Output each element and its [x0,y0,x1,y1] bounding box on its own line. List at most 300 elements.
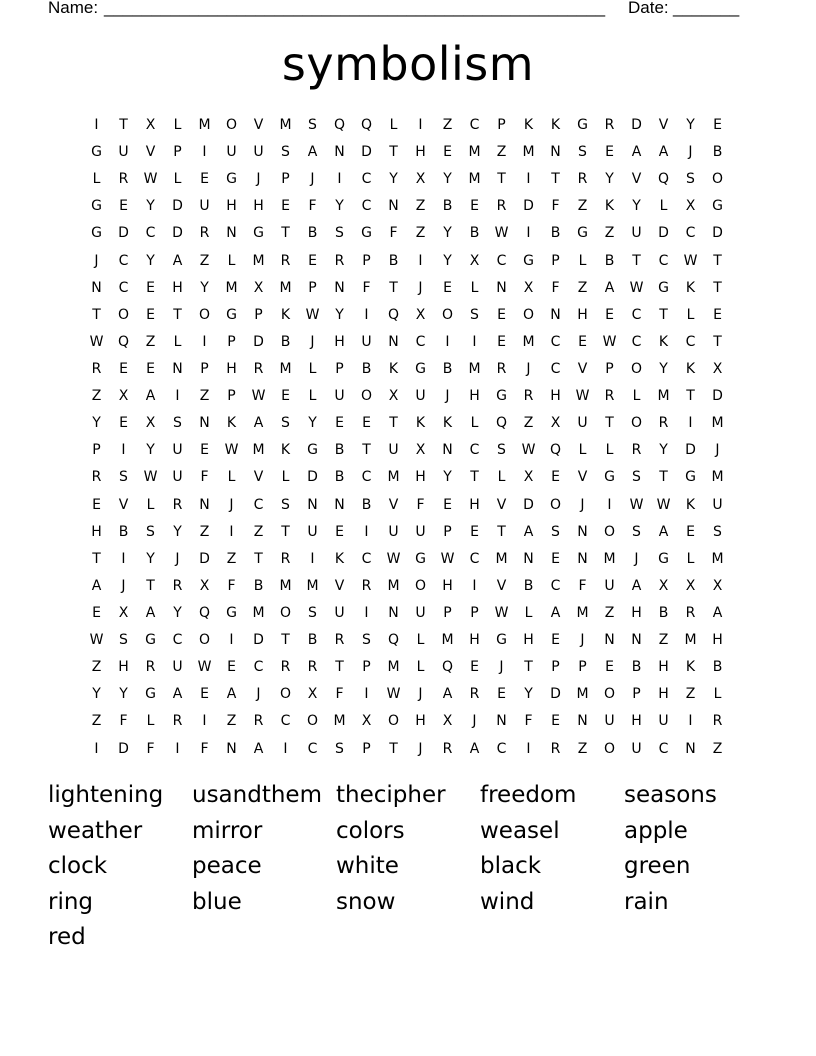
grid-letter[interactable]: B [712,144,723,161]
grid-letter[interactable]: Z [415,198,426,215]
grid-letter[interactable]: L [578,252,587,269]
grid-letter[interactable]: M [522,144,535,161]
grid-letter[interactable]: R [253,713,264,730]
grid-letter[interactable]: Y [524,686,533,703]
grid-letter[interactable]: R [361,577,372,594]
grid-letter[interactable]: N [388,604,399,621]
grid-letter[interactable]: C [415,333,426,350]
grid-letter[interactable]: E [119,198,128,215]
grid-letter[interactable]: K [550,117,561,133]
grid-letter[interactable]: Y [92,686,101,703]
grid-letter[interactable]: N [550,306,561,323]
grid-letter[interactable]: E [497,333,506,350]
grid-letter[interactable]: I [202,333,207,350]
grid-letter[interactable]: B [253,577,264,594]
grid-letter[interactable]: L [470,279,479,296]
grid-letter[interactable]: N [550,144,561,161]
grid-letter[interactable]: H [577,306,588,323]
grid-letter[interactable]: A [658,144,669,161]
grid-letter[interactable]: G [145,632,156,649]
grid-letter[interactable]: X [685,198,696,215]
grid-letter[interactable]: G [91,144,102,161]
grid-letter[interactable]: A [253,740,264,757]
grid-letter[interactable]: G [226,604,237,621]
grid-letter[interactable]: T [713,252,722,269]
grid-letter[interactable]: B [442,360,453,377]
grid-letter[interactable]: O [279,604,292,621]
grid-letter[interactable]: P [443,604,452,621]
grid-letter[interactable]: P [308,279,317,296]
grid-letter[interactable]: E [146,306,155,323]
grid-letter[interactable]: H [415,713,426,730]
grid-letter[interactable]: L [497,469,506,486]
grid-letter[interactable]: S [713,523,722,540]
grid-letter[interactable]: E [497,306,506,323]
grid-letter[interactable]: M [495,550,508,567]
grid-letter[interactable]: B [469,225,480,242]
grid-letter[interactable]: D [307,469,318,486]
grid-letter[interactable]: X [523,469,534,486]
grid-letter[interactable]: P [551,252,560,269]
grid-letter[interactable]: T [659,306,668,323]
grid-letter[interactable]: E [497,686,506,703]
grid-letter[interactable]: X [523,279,534,296]
grid-letter[interactable]: T [389,740,398,757]
grid-letter[interactable]: Y [119,686,128,703]
grid-letter[interactable]: T [281,632,290,649]
grid-letter[interactable]: Z [604,225,615,242]
grid-letter[interactable]: B [523,577,534,594]
grid-letter[interactable]: H [442,577,453,594]
grid-letter[interactable]: E [92,604,101,621]
grid-letter[interactable]: B [631,659,642,676]
grid-letter[interactable]: W [224,442,239,459]
grid-letter[interactable]: H [631,604,642,621]
grid-letter[interactable]: R [523,388,534,405]
grid-letter[interactable]: V [145,144,156,161]
grid-letter[interactable]: H [118,659,129,676]
grid-letter[interactable]: Z [253,523,264,540]
grid-letter[interactable]: E [119,415,128,432]
grid-letter[interactable]: M [198,117,211,133]
grid-letter[interactable]: D [118,225,129,242]
grid-letter[interactable]: Y [173,604,182,621]
grid-letter[interactable]: G [712,198,723,215]
grid-letter[interactable]: S [281,496,290,513]
grid-letter[interactable]: C [361,171,372,188]
grid-letter[interactable]: G [91,198,102,215]
grid-letter[interactable]: W [143,469,158,486]
grid-letter[interactable]: J [580,632,585,649]
grid-letter[interactable]: U [631,740,642,757]
grid-letter[interactable]: V [118,496,129,513]
grid-letter[interactable]: Q [333,117,346,133]
grid-letter[interactable]: Y [443,252,452,269]
grid-letter[interactable]: L [227,469,236,486]
grid-letter[interactable]: V [658,117,669,133]
grid-letter[interactable]: I [688,713,693,730]
grid-letter[interactable]: I [526,171,531,188]
grid-letter[interactable]: A [145,604,156,621]
grid-letter[interactable]: T [632,252,641,269]
grid-letter[interactable]: N [577,713,588,730]
grid-letter[interactable]: B [307,225,318,242]
grid-letter[interactable]: M [468,360,481,377]
grid-letter[interactable]: C [685,333,696,350]
grid-letter[interactable]: J [526,360,531,377]
grid-letter[interactable]: G [415,550,426,567]
grid-letter[interactable]: X [550,415,561,432]
grid-letter[interactable]: C [496,252,507,269]
grid-letter[interactable]: R [658,415,669,432]
grid-letter[interactable]: N [334,279,345,296]
grid-letter[interactable]: S [578,144,587,161]
grid-letter[interactable]: Z [91,659,102,676]
grid-letter[interactable]: H [226,198,237,215]
grid-letter[interactable]: D [712,388,723,405]
grid-letter[interactable]: N [388,198,399,215]
grid-letter[interactable]: C [550,333,561,350]
grid-letter[interactable]: P [362,659,371,676]
grid-letter[interactable]: E [551,713,560,730]
grid-letter[interactable]: W [197,659,212,676]
grid-letter[interactable]: S [497,442,506,459]
grid-letter[interactable]: U [712,496,723,513]
grid-letter[interactable]: S [146,523,155,540]
grid-letter[interactable]: K [685,659,696,676]
grid-letter[interactable]: Z [604,604,615,621]
grid-letter[interactable]: Z [685,686,696,703]
grid-letter[interactable]: F [200,469,209,486]
grid-letter[interactable]: E [335,523,344,540]
grid-letter[interactable]: G [91,225,102,242]
grid-letter[interactable]: C [118,252,129,269]
grid-letter[interactable]: M [225,279,238,296]
grid-letter[interactable]: F [308,198,317,215]
grid-letter[interactable]: U [307,523,318,540]
grid-letter[interactable]: V [631,171,642,188]
grid-letter[interactable]: L [173,333,182,350]
grid-letter[interactable]: R [199,225,210,242]
grid-letter[interactable]: C [361,469,372,486]
grid-letter[interactable]: F [416,496,425,513]
grid-letter[interactable]: G [361,225,372,242]
grid-letter[interactable]: Y [200,279,209,296]
grid-letter[interactable]: J [445,388,450,405]
date-field-line[interactable]: _______ [673,0,740,17]
grid-letter[interactable]: V [253,469,264,486]
grid-letter[interactable]: E [200,686,209,703]
grid-letter[interactable]: Z [145,333,156,350]
grid-letter[interactable]: M [711,415,724,432]
grid-letter[interactable]: Z [415,225,426,242]
grid-letter[interactable]: M [252,252,265,269]
grid-letter[interactable]: N [577,523,588,540]
grid-letter[interactable]: P [605,360,614,377]
grid-letter[interactable]: M [279,577,292,594]
grid-letter[interactable]: C [280,713,291,730]
grid-letter[interactable]: Q [657,171,670,188]
grid-letter[interactable]: U [253,144,264,161]
grid-letter[interactable]: A [226,686,237,703]
grid-letter[interactable]: P [281,171,290,188]
grid-letter[interactable]: D [253,333,264,350]
grid-letter[interactable]: I [94,740,99,757]
grid-letter[interactable]: Q [198,604,211,621]
grid-letter[interactable]: E [281,388,290,405]
grid-letter[interactable]: T [119,117,128,133]
grid-letter[interactable]: I [418,117,423,133]
grid-letter[interactable]: T [524,659,533,676]
grid-letter[interactable]: Y [605,171,614,188]
grid-letter[interactable]: U [388,523,399,540]
grid-letter[interactable]: Y [659,360,668,377]
grid-letter[interactable]: E [551,469,560,486]
grid-letter[interactable]: M [252,604,265,621]
grid-letter[interactable]: L [659,198,668,215]
grid-letter[interactable]: K [604,198,615,215]
grid-letter[interactable]: Z [91,713,102,730]
grid-letter[interactable]: O [630,415,643,432]
grid-letter[interactable]: U [334,604,345,621]
grid-letter[interactable]: J [634,550,639,567]
grid-letter[interactable]: G [604,469,615,486]
grid-letter[interactable]: A [604,279,615,296]
grid-letter[interactable]: E [119,360,128,377]
grid-letter[interactable]: S [686,171,695,188]
grid-letter[interactable]: R [145,659,156,676]
grid-letter[interactable]: J [175,550,180,567]
grid-letter[interactable]: M [387,577,400,594]
grid-letter[interactable]: N [442,442,453,459]
grid-letter[interactable]: L [227,252,236,269]
grid-letter[interactable]: I [607,496,612,513]
grid-letter[interactable]: R [280,659,291,676]
grid-letter[interactable]: K [226,415,237,432]
grid-letter[interactable]: T [686,388,695,405]
grid-letter[interactable]: T [605,415,614,432]
grid-letter[interactable]: P [443,523,452,540]
grid-letter[interactable]: S [362,632,371,649]
grid-letter[interactable]: T [659,469,668,486]
grid-letter[interactable]: G [307,442,318,459]
grid-letter[interactable]: T [146,577,155,594]
grid-letter[interactable]: U [577,415,588,432]
grid-letter[interactable]: S [281,144,290,161]
grid-letter[interactable]: M [711,550,724,567]
grid-letter[interactable]: L [524,604,533,621]
grid-letter[interactable]: Q [495,415,508,432]
grid-letter[interactable]: M [576,686,589,703]
grid-letter[interactable]: W [143,171,158,188]
grid-letter[interactable]: E [470,523,479,540]
grid-letter[interactable]: M [711,469,724,486]
grid-letter[interactable]: X [361,713,372,730]
grid-letter[interactable]: O [549,496,562,513]
grid-letter[interactable]: R [334,252,345,269]
grid-letter[interactable]: M [387,659,400,676]
grid-letter[interactable]: S [119,469,128,486]
grid-letter[interactable]: Z [199,252,210,269]
grid-letter[interactable]: S [308,604,317,621]
grid-letter[interactable]: G [496,388,507,405]
grid-letter[interactable]: O [387,713,400,730]
grid-letter[interactable]: H [658,686,669,703]
grid-letter[interactable]: V [577,360,588,377]
grid-letter[interactable]: Z [496,144,507,161]
grid-letter[interactable]: M [657,388,670,405]
grid-letter[interactable]: R [604,117,615,133]
grid-letter[interactable]: G [577,225,588,242]
grid-letter[interactable]: J [310,333,315,350]
grid-letter[interactable]: S [173,415,182,432]
grid-letter[interactable]: N [496,713,507,730]
grid-letter[interactable]: I [364,686,369,703]
grid-letter[interactable]: E [551,632,560,649]
grid-letter[interactable]: M [468,144,481,161]
grid-letter[interactable]: R [253,360,264,377]
grid-letter[interactable]: H [253,198,264,215]
grid-letter[interactable]: T [254,550,263,567]
grid-letter[interactable]: B [118,523,129,540]
grid-letter[interactable]: F [578,577,587,594]
grid-letter[interactable]: H [469,388,480,405]
grid-letter[interactable]: D [550,686,561,703]
grid-letter[interactable]: D [172,198,183,215]
grid-letter[interactable]: E [443,279,452,296]
grid-letter[interactable]: U [415,388,426,405]
grid-letter[interactable]: C [469,550,480,567]
grid-letter[interactable]: J [121,577,126,594]
grid-letter[interactable]: S [632,469,641,486]
grid-letter[interactable]: U [118,144,129,161]
grid-letter[interactable]: I [229,632,234,649]
grid-letter[interactable]: T [713,279,722,296]
grid-letter[interactable]: T [335,659,344,676]
grid-letter[interactable]: L [686,306,695,323]
grid-letter[interactable]: X [415,171,426,188]
grid-letter[interactable]: I [472,577,477,594]
grid-letter[interactable]: M [522,333,535,350]
grid-letter[interactable]: E [200,171,209,188]
grid-letter[interactable]: J [499,659,504,676]
grid-letter[interactable]: Z [577,740,588,757]
grid-letter[interactable]: I [175,388,180,405]
grid-letter[interactable]: O [603,686,616,703]
grid-letter[interactable]: O [603,740,616,757]
grid-letter[interactable]: U [334,388,345,405]
grid-letter[interactable]: I [121,550,126,567]
grid-letter[interactable]: L [416,632,425,649]
grid-letter[interactable]: W [386,550,401,567]
grid-letter[interactable]: A [307,144,318,161]
grid-letter[interactable]: G [496,632,507,649]
grid-letter[interactable]: E [227,659,236,676]
grid-letter[interactable]: S [281,415,290,432]
grid-letter[interactable]: G [226,171,237,188]
grid-letter[interactable]: C [658,740,669,757]
grid-letter[interactable]: E [335,415,344,432]
grid-letter[interactable]: B [604,252,615,269]
grid-letter[interactable]: N [604,632,615,649]
grid-letter[interactable]: G [658,550,669,567]
grid-letter[interactable]: A [469,740,480,757]
grid-letter[interactable]: E [146,360,155,377]
grid-letter[interactable]: N [199,415,210,432]
grid-letter[interactable]: P [227,333,236,350]
grid-letter[interactable]: I [418,252,423,269]
grid-letter[interactable]: X [307,686,318,703]
grid-letter[interactable]: W [683,252,698,269]
grid-letter[interactable]: R [172,577,183,594]
grid-letter[interactable]: U [388,442,399,459]
grid-letter[interactable]: R [307,659,318,676]
grid-letter[interactable]: J [94,252,99,269]
grid-letter[interactable]: A [712,604,723,621]
grid-letter[interactable]: O [279,686,292,703]
grid-letter[interactable]: E [686,523,695,540]
grid-letter[interactable]: K [280,442,291,459]
grid-letter[interactable]: Y [146,442,155,459]
grid-letter[interactable]: P [362,252,371,269]
grid-letter[interactable]: D [523,198,534,215]
grid-letter[interactable]: Y [659,442,668,459]
grid-letter[interactable]: A [631,144,642,161]
grid-letter[interactable]: U [172,659,183,676]
grid-letter[interactable]: Y [308,415,317,432]
grid-letter[interactable]: G [523,252,534,269]
grid-letter[interactable]: F [551,279,560,296]
grid-letter[interactable]: X [415,442,426,459]
grid-letter[interactable]: X [469,252,480,269]
grid-letter[interactable]: C [253,659,264,676]
grid-letter[interactable]: C [253,496,264,513]
grid-letter[interactable]: J [688,144,693,161]
grid-letter[interactable]: R [577,171,588,188]
grid-letter[interactable]: D [523,496,534,513]
grid-letter[interactable]: V [577,469,588,486]
grid-letter[interactable]: R [280,252,291,269]
grid-letter[interactable]: I [202,144,207,161]
grid-letter[interactable]: Y [686,117,695,133]
grid-letter[interactable]: Z [442,117,453,133]
grid-letter[interactable]: C [307,740,318,757]
grid-letter[interactable]: S [470,306,479,323]
grid-letter[interactable]: X [145,415,156,432]
grid-letter[interactable]: M [279,117,292,133]
grid-letter[interactable]: J [310,171,315,188]
grid-letter[interactable]: Z [523,415,534,432]
grid-letter[interactable]: J [256,686,261,703]
grid-letter[interactable]: I [202,713,207,730]
grid-letter[interactable]: Z [577,198,588,215]
grid-letter[interactable]: X [118,604,129,621]
grid-letter[interactable]: S [308,117,317,133]
grid-letter[interactable]: R [469,686,480,703]
grid-letter[interactable]: X [685,577,696,594]
grid-letter[interactable]: L [146,713,155,730]
grid-letter[interactable]: X [658,577,669,594]
grid-letter[interactable]: N [307,496,318,513]
grid-letter[interactable]: V [334,577,345,594]
grid-letter[interactable]: K [658,333,669,350]
grid-letter[interactable]: N [631,632,642,649]
grid-letter[interactable]: H [712,632,723,649]
grid-letter[interactable]: B [550,225,561,242]
grid-letter[interactable]: S [335,740,344,757]
grid-letter[interactable]: K [685,496,696,513]
grid-letter[interactable]: O [630,360,643,377]
